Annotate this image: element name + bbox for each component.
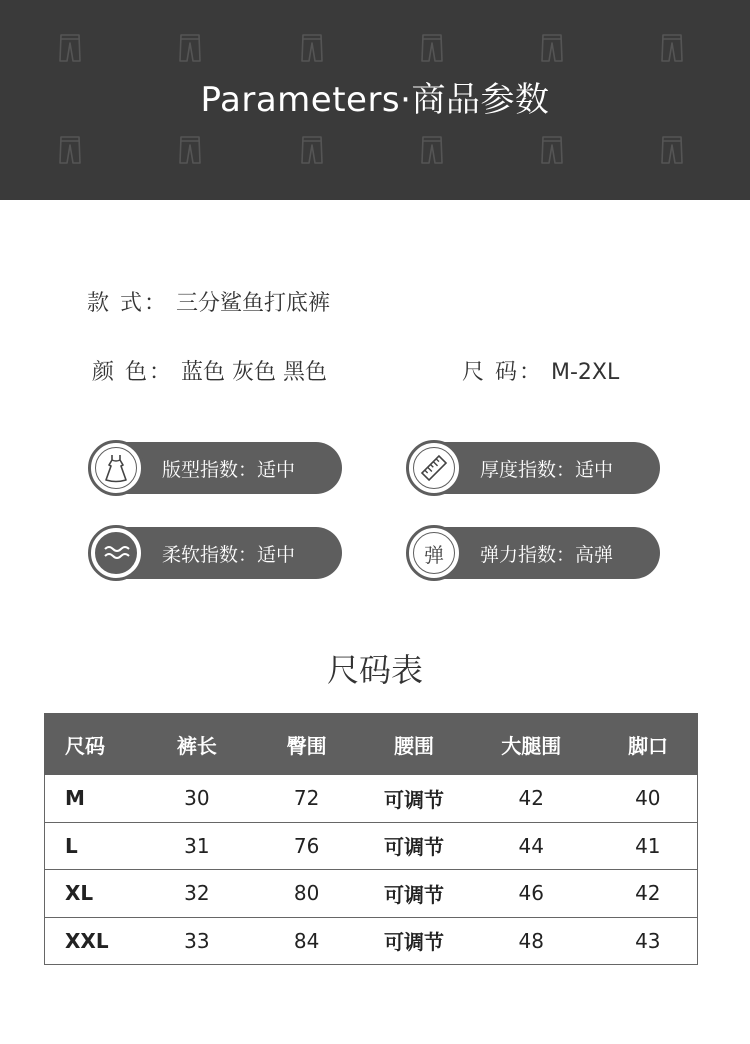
color-value: 蓝色 灰色 黑色: [181, 360, 327, 385]
pants-icon: [420, 33, 444, 63]
ruler-icon: [413, 447, 455, 489]
pants-icon: [58, 135, 82, 165]
col-header-length: 裤长: [144, 714, 249, 775]
col-header-size: 尺码: [45, 714, 145, 775]
banner-title: Parameters·商品参数: [200, 80, 550, 120]
table-row: [45, 870, 698, 918]
dress-icon: [95, 447, 137, 489]
softness-index-pill: [90, 527, 342, 579]
cell-waist: 可调节: [364, 822, 464, 870]
parameters-banner: [0, 0, 750, 200]
cell-hem: 43: [599, 917, 698, 965]
size-chart-title: 尺码表: [326, 651, 423, 689]
cell-hip: 80: [249, 870, 364, 918]
table-row: [45, 775, 698, 823]
pants-icon: [660, 135, 684, 165]
elastic-icon-char: 弹: [424, 542, 444, 567]
cell-hip: 84: [249, 917, 364, 965]
cell-thigh: 46: [464, 870, 599, 918]
table-header-row: [45, 714, 698, 775]
cell-size: XXL: [45, 917, 145, 965]
pants-icon: [178, 33, 202, 63]
col-header-hip: 臀围: [249, 714, 364, 775]
pants-icon: [660, 33, 684, 63]
style-value: 三分鲨鱼打底裤: [176, 291, 331, 316]
wave-icon: [95, 532, 137, 574]
color-label: 颜 色：: [92, 360, 173, 385]
pants-icon: [300, 33, 324, 63]
table-row: [45, 822, 698, 870]
cell-waist: 可调节: [364, 870, 464, 918]
col-header-waist: 腰围: [364, 714, 464, 775]
pants-icon: [58, 33, 82, 63]
cell-hem: 40: [599, 775, 698, 823]
pants-icon: [178, 135, 202, 165]
cell-length: 30: [144, 775, 249, 823]
table-row: [45, 917, 698, 965]
thickness-index-label: 厚度指数：适中: [480, 459, 614, 481]
cell-thigh: 44: [464, 822, 599, 870]
fit-index-pill: [90, 442, 342, 494]
cell-hip: 76: [249, 822, 364, 870]
pants-icon: [420, 135, 444, 165]
color-row: [92, 355, 327, 386]
size-row: [462, 355, 619, 386]
cell-thigh: 48: [464, 917, 599, 965]
fit-index-label: 版型指数：适中: [162, 459, 296, 481]
size-chart-table: [44, 713, 698, 965]
size-value: M-2XL: [551, 360, 620, 385]
cell-length: 33: [144, 917, 249, 965]
col-header-thigh: 大腿围: [464, 714, 599, 775]
style-label: 款 式：: [87, 291, 168, 316]
size-label: 尺 码：: [462, 360, 543, 385]
cell-thigh: 42: [464, 775, 599, 823]
elastic-icon: [413, 532, 455, 574]
pants-icon: [540, 135, 564, 165]
cell-hem: 41: [599, 822, 698, 870]
cell-size: L: [45, 822, 145, 870]
pants-icon: [540, 33, 564, 63]
elasticity-index-pill: [408, 527, 660, 579]
cell-hem: 42: [599, 870, 698, 918]
cell-waist: 可调节: [364, 775, 464, 823]
thickness-index-pill: [408, 442, 660, 494]
cell-length: 31: [144, 822, 249, 870]
elasticity-index-label: 弹力指数：高弹: [480, 544, 614, 566]
cell-hip: 72: [249, 775, 364, 823]
style-row: [87, 286, 330, 317]
pants-icon: [300, 135, 324, 165]
cell-waist: 可调节: [364, 917, 464, 965]
cell-size: M: [45, 775, 145, 823]
col-header-hem: 脚口: [599, 714, 698, 775]
cell-length: 32: [144, 870, 249, 918]
softness-index-label: 柔软指数：适中: [162, 544, 296, 566]
cell-size: XL: [45, 870, 145, 918]
